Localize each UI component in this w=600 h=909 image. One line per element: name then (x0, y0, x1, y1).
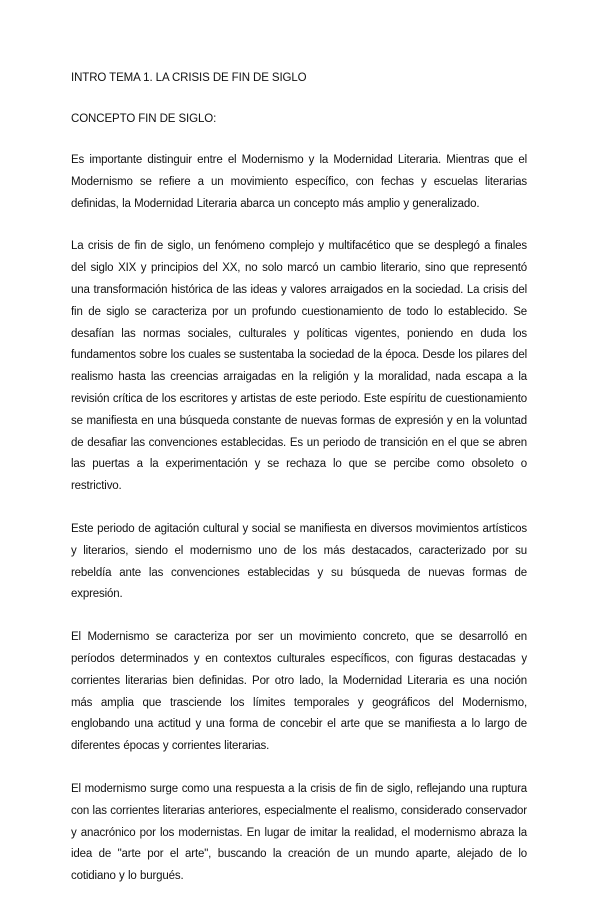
paragraph-5: El modernismo surge como una respuesta a la crisis de fin de siglo, reflejando una ruptura con las corrientes literarias anteriores, especialmente el realismo, considerado conservador y anacrónico por los modernistas. En lugar de imitar la realidad, el modernismo abraza la idea de "arte por el arte", buscando la creación de un mundo aparte, alejado de lo cotidiano y lo burgués. (71, 782, 527, 883)
paragraph-2: La crisis de fin de siglo, un fenómeno complejo y multifacético que se desplegó a finales del siglo XIX y principios del XX, no solo marcó un cambio literario, sino que representó una transformación histórica de las ideas y valores arraigados en la sociedad. La crisis del fin de siglo se caracteriza por un profundo cuestionamiento de todo lo establecido. Se desafían las normas sociales, culturales y políticas vigentes, poniendo en duda los fundamentos sobre los cuales se sustentaba la sociedad de la época. Desde los pilares del realismo hasta las creencias arraigadas en la religión y la moralidad, nada escapa a la revisión crítica de los escritores y artistas de este periodo. Este espíritu de cuestionamiento se manifiesta en una búsqueda constante de nuevas formas de expresión y en la voluntad de desafiar las convenciones establecidas. Es un periodo de transición en el que se abren las puertas a la experimentación y se rechaza lo que se percibe como obsoleto o restrictivo. (71, 240, 527, 493)
paragraph-4: El Modernismo se caracteriza por ser un movimiento concreto, que se desarrolló en períodos determinados y en contextos culturales específicos, con figuras destacadas y corrientes literarias bien definidas. Por otro lado, la Modernidad Literaria es una noción más amplia que trasciende los límites temporales y geográficos del Modernismo, englobando una actitud y una forma de concebir el arte que se manifiesta a lo largo de diferentes épocas y corrientes literarias. (71, 631, 527, 753)
section-heading: CONCEPTO FIN DE SIGLO: (71, 113, 217, 125)
document-title: INTRO TEMA 1. LA CRISIS DE FIN DE SIGLO (71, 72, 307, 84)
document-page (71, 68, 527, 909)
paragraph-1: Es importante distinguir entre el Modernismo y la Modernidad Literaria. Mientras que el Modernismo se refiere a un movimiento específico, con fechas y escuelas literarias definidas, la Modernidad Literaria abarca un concepto más amplio y generalizado. (71, 154, 527, 210)
paragraph-3: Este periodo de agitación cultural y social se manifiesta en diversos movimientos artísticos y literarios, siendo el modernismo uno de los más destacados, caracterizado por su rebeldía ante las convenciones establecidas y su búsqueda de nuevas formas de expresión. (71, 522, 527, 601)
